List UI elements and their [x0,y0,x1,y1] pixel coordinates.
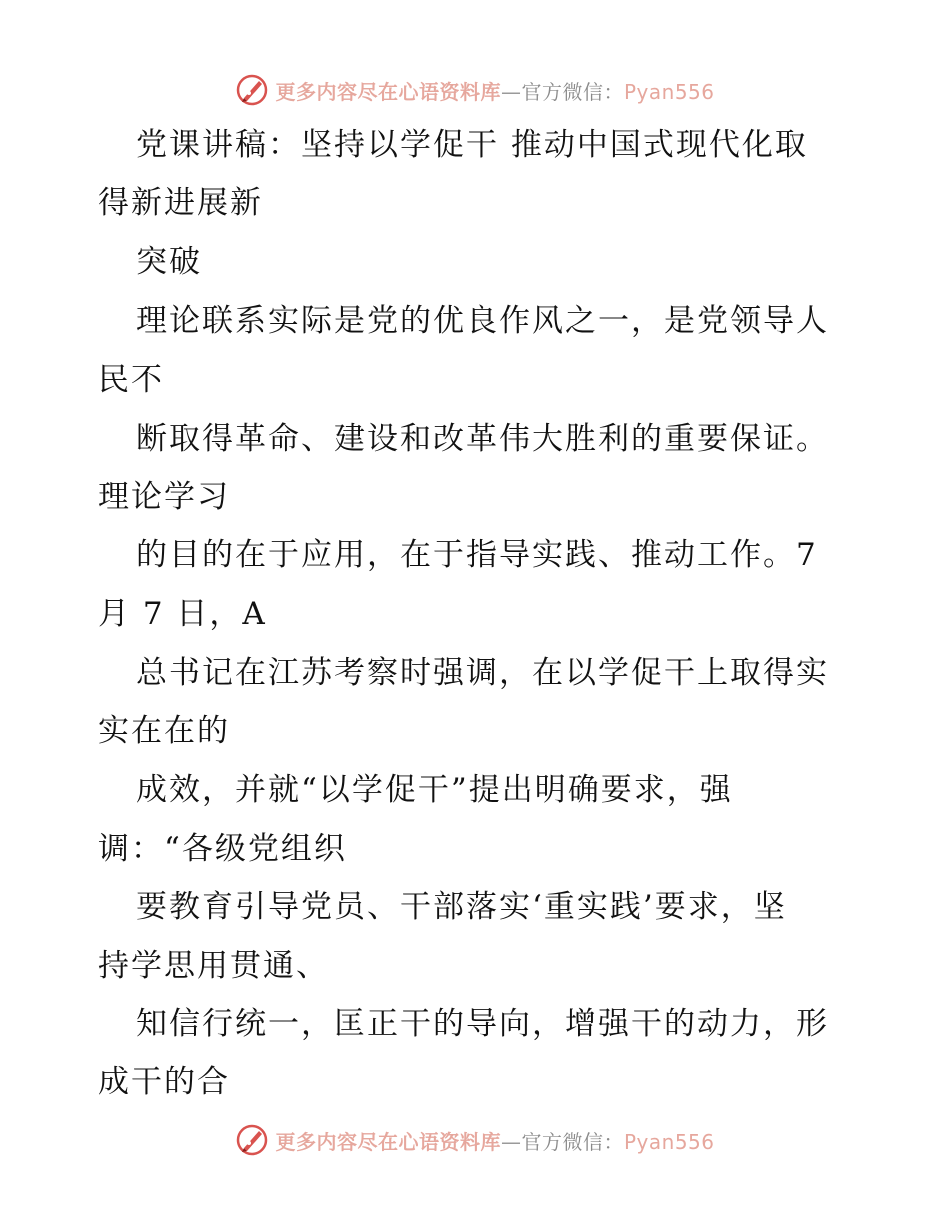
text-line: 总书记在江苏考察时强调，在以学促干上取得实 [136,655,829,691]
quill-pen-logo-icon [235,73,269,107]
text-line: 成干的合 [98,1064,230,1100]
text-line: 调：“各级党组织 [98,831,347,867]
watermark-main-text: 更多内容尽在心语资料库 [275,79,501,104]
watermark-dash: — [500,1129,522,1154]
text-line: 要教育引导党员、干部落实‘重实践’要求，坚 [136,889,787,925]
text-line: 持学思用贯通、 [98,948,329,984]
watermark-label: 官方微信： [521,79,624,104]
text-line: 理论联系实际是党的优良作风之一，是党领导人 [136,303,829,339]
watermark-main-text: 更多内容尽在心语资料库 [275,1129,501,1154]
text-line: 实在在的 [98,713,230,749]
text-line: 断取得革命、建设和改革伟大胜利的重要保证。 [136,421,829,457]
text-line: 党课讲稿：坚持以学促干 推动中国式现代化取 [136,127,808,163]
watermark-text [275,76,714,105]
quill-pen-logo-icon [235,1123,269,1157]
watermark-dash: — [500,79,522,104]
text-line: 成效，并就“以学促干”提出明确要求，强 [136,772,733,808]
watermark-id: Pyan556 [623,1129,715,1154]
text-line: 知信行统一，匡正干的导向，增强干的动力，形 [136,1006,829,1042]
watermark-label: 官方微信： [521,1129,624,1154]
text-line: 理论学习 [98,479,230,515]
header-watermark [0,70,950,110]
text-line: 突破 [136,244,202,280]
watermark-text [275,1126,714,1155]
text-line: 得新进展新 [98,185,263,221]
footer-watermark [0,1120,950,1160]
text-line: 民不 [98,362,164,398]
text-line: 月 7 日，A [98,596,267,632]
text-line: 的目的在于应用，在于指导实践、推动工作。7 [136,537,818,573]
watermark-id: Pyan556 [623,79,715,104]
